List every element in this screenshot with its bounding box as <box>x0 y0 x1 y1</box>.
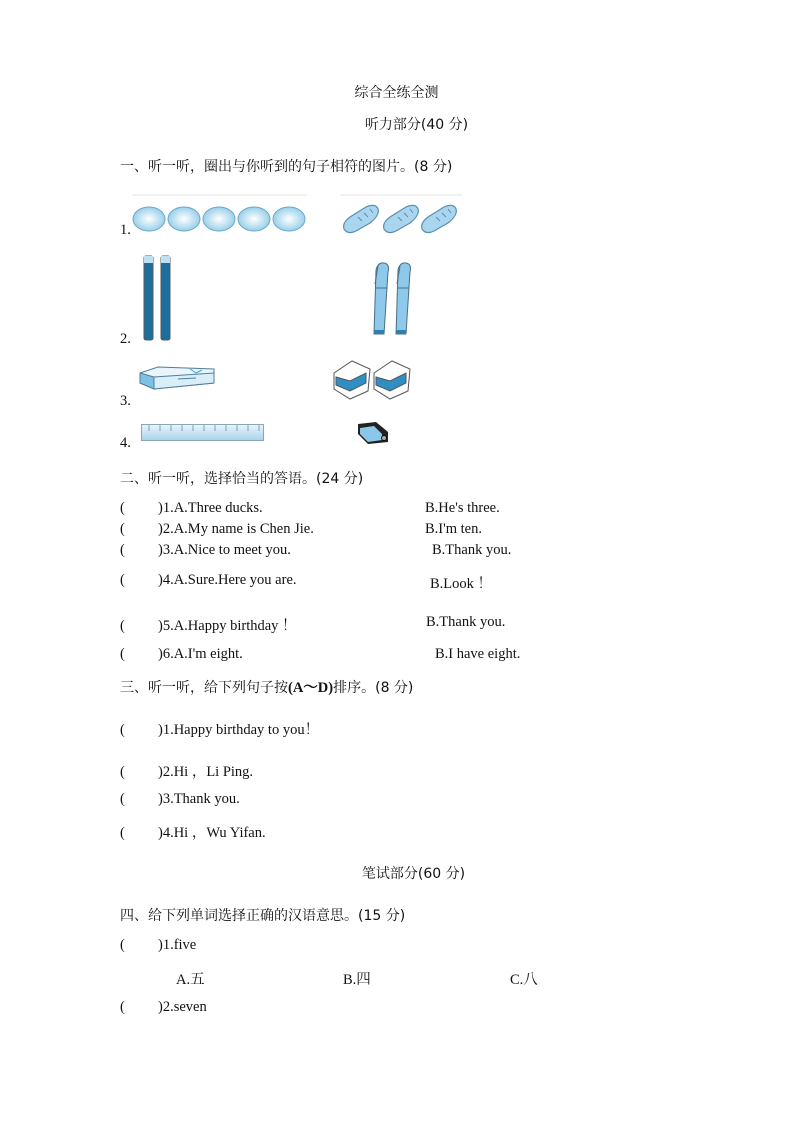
answer-blank[interactable]: ( <box>120 999 125 1015</box>
pencil-sharpener-icon[interactable] <box>354 420 392 446</box>
option-b: B.Look ！ <box>430 576 493 592</box>
answer-blank[interactable]: ( <box>120 646 125 662</box>
question-row <box>120 791 240 808</box>
sentence: )1.Happy birthday to you！ <box>158 722 320 738</box>
option-b: B.I have eight. <box>435 646 521 662</box>
answer-blank[interactable]: ( <box>120 791 125 807</box>
section3-heading-pre: 三、听一听，给下列句子按 <box>120 680 288 696</box>
option-a: )3.A.Nice to meet you. <box>158 542 291 558</box>
ruler-icon[interactable] <box>141 424 265 442</box>
option-b: B.Thank you. <box>426 614 506 630</box>
answer-blank[interactable]: ( <box>120 521 125 537</box>
question-row <box>120 500 263 517</box>
answer-blank[interactable]: ( <box>120 937 125 953</box>
two-erasers-icon[interactable] <box>330 355 422 403</box>
item-number: 4. <box>120 435 131 451</box>
question-row <box>120 542 291 559</box>
answer-blank[interactable]: ( <box>120 572 125 588</box>
option-b: B.He's three. <box>425 500 500 516</box>
pencil-box-icon[interactable] <box>138 363 218 391</box>
answer-blank[interactable]: ( <box>120 764 125 780</box>
option-a: )5.A.Happy birthday ！ <box>158 618 297 634</box>
option-c: C.八 <box>510 972 538 988</box>
section4-heading: 四、给下列单词选择正确的汉语意思。(15 分) <box>120 908 406 924</box>
question-row <box>120 646 243 663</box>
option-a: )1.A.Three ducks. <box>158 500 263 516</box>
two-pens-icon[interactable] <box>372 260 418 338</box>
word: )2.seven <box>158 999 207 1015</box>
question-row <box>120 937 196 954</box>
sentence: )4.Hi ，Wu Yifan. <box>158 825 266 841</box>
question-row <box>120 760 253 781</box>
question-row <box>120 572 297 589</box>
question-row <box>120 999 207 1016</box>
answer-blank[interactable]: ( <box>120 825 125 841</box>
option-b: B.四 <box>343 972 371 988</box>
answer-blank[interactable]: ( <box>120 722 125 738</box>
sentence: )3.Thank you. <box>158 791 240 807</box>
section3-heading <box>120 676 413 697</box>
five-eggs-icon[interactable] <box>132 195 307 235</box>
item-number: 1. <box>120 222 131 238</box>
item-number: 3. <box>120 393 131 409</box>
answer-blank[interactable]: ( <box>120 500 125 516</box>
listening-part-title: 听力部分(40 分) <box>364 117 469 133</box>
three-bread-loaves-icon[interactable] <box>340 195 462 235</box>
option-a: )2.A.My name is Chen Jie. <box>158 521 314 537</box>
option-a: )4.A.Sure.Here you are. <box>158 572 297 588</box>
question-row <box>120 521 314 538</box>
sentence: )2.Hi ，Li Ping. <box>158 764 254 780</box>
answer-blank[interactable]: ( <box>120 618 125 634</box>
question-row <box>120 718 319 739</box>
question-row <box>120 614 297 635</box>
section3-heading-post: 排序。(8 分) <box>333 680 414 696</box>
section3-heading-range: (A～D) <box>288 680 334 696</box>
document-title: 综合全练全测 <box>354 85 439 101</box>
two-crayons-icon[interactable] <box>143 256 177 342</box>
item-number: 2. <box>120 331 131 347</box>
option-a: A.五 <box>176 972 205 988</box>
option-b: B.I'm ten. <box>425 521 482 537</box>
writing-part-title: 笔试部分(60 分) <box>361 866 466 882</box>
section2-heading: 二、听一听，选择恰当的答语。(24 分) <box>120 471 364 487</box>
answer-blank[interactable]: ( <box>120 542 125 558</box>
section1-heading: 一、听一听，圈出与你听到的句子相符的图片。(8 分) <box>120 159 453 175</box>
question-row <box>120 821 266 842</box>
option-a: )6.A.I'm eight. <box>158 646 243 662</box>
word: )1.five <box>158 937 197 953</box>
option-b: B.Thank you. <box>432 542 512 558</box>
